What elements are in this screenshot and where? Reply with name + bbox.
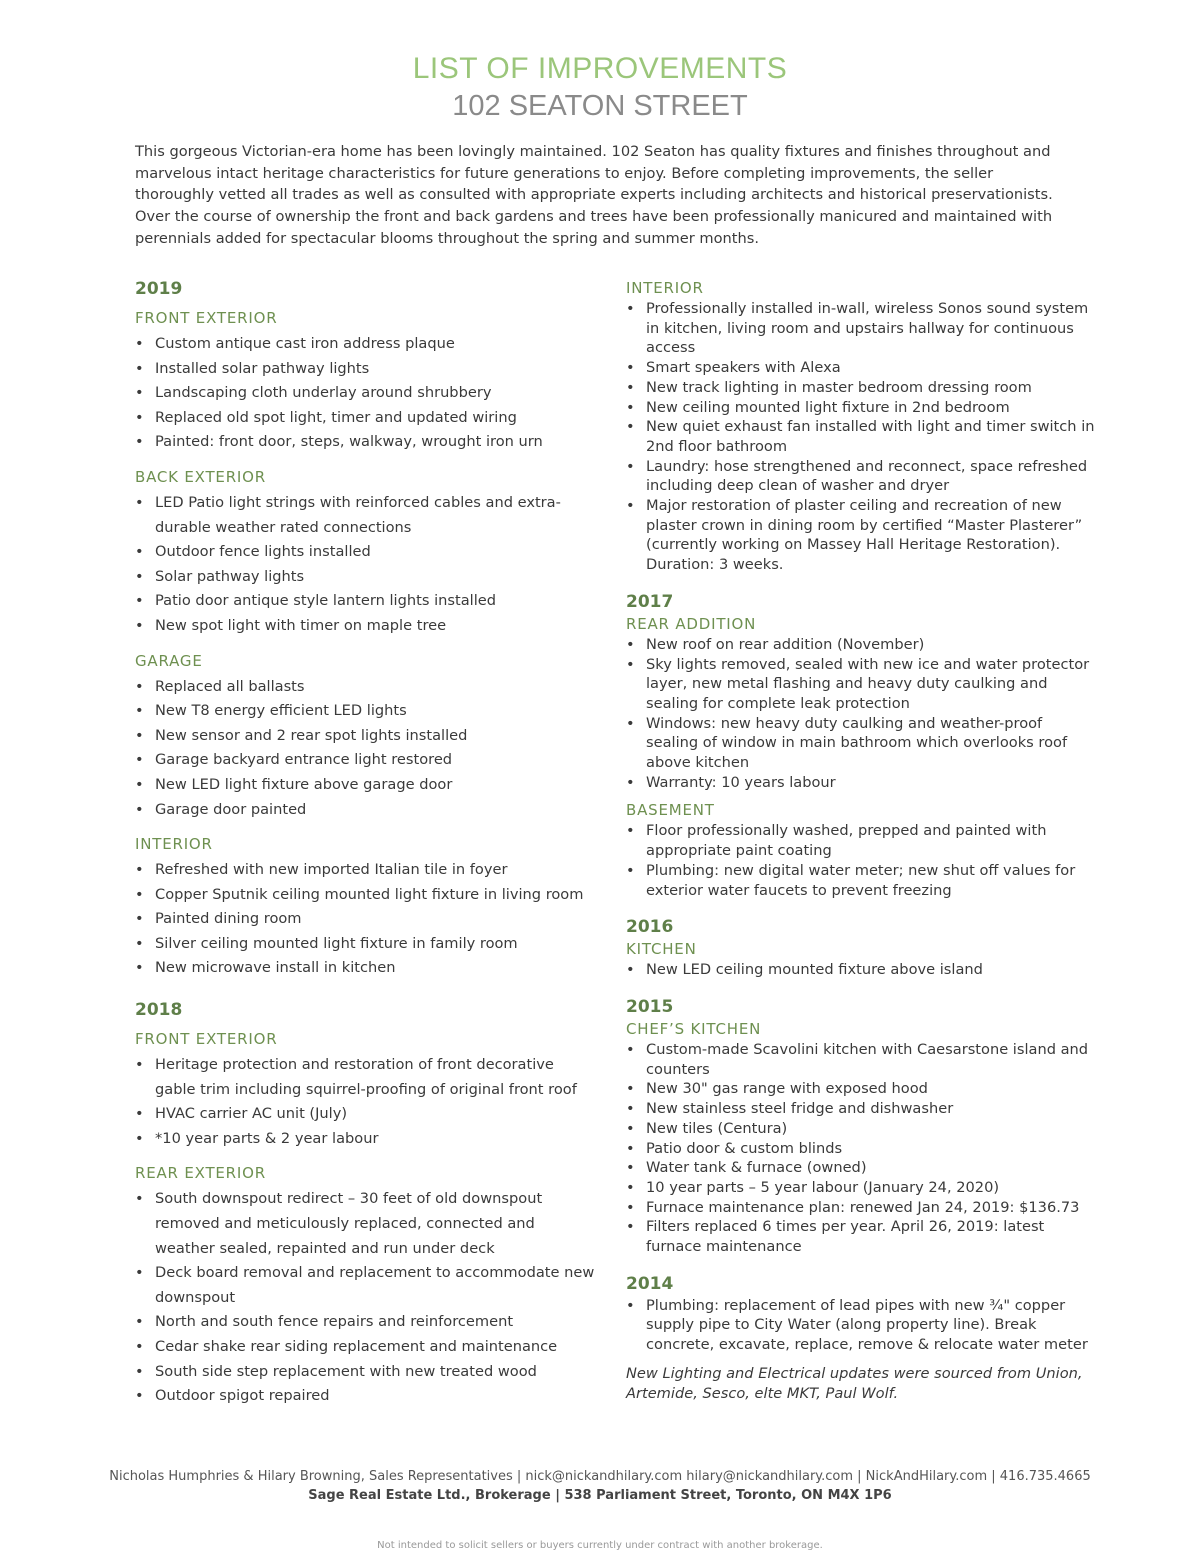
list-item: [135, 883, 595, 908]
bullet-icon: •: [135, 751, 144, 769]
list-item-text: Garage backyard entrance light restored: [155, 751, 453, 769]
list-item-text: Patio door antique style lantern lights installed: [155, 592, 497, 610]
list-item: [626, 1198, 1096, 1218]
bullet-icon: •: [135, 677, 144, 695]
list-item: [626, 1079, 1096, 1099]
list-item: [135, 406, 595, 431]
bullet-icon: •: [135, 543, 144, 561]
list-item-text: Laundry: hose strengthened and reconnect, space refreshed including deep clean of washer and dryer: [646, 457, 1088, 495]
list-item-text: Painted dining room: [155, 910, 302, 928]
list-item-text: New track lighting in master bedroom dressing room: [646, 378, 1032, 396]
list-item-text: New T8 energy efficient LED lights: [155, 702, 407, 720]
bullet-icon: •: [626, 300, 635, 317]
list-item-text: Professionally installed in-wall, wireless Sonos sound system in kitchen, living room and upstairs hallway for continuous access: [646, 300, 1089, 357]
bullet-icon: •: [135, 567, 144, 585]
list-item-text: Patio door & custom blinds: [646, 1139, 843, 1157]
list-item-text: Silver ceiling mounted light fixture in family room: [155, 934, 518, 952]
bullet-icon: •: [135, 335, 144, 352]
list-item-text: Plumbing: new digital water meter; new shut off values for exterior water faucets to prevent freezing: [646, 861, 1076, 899]
section-heading: CHEF’S KITCHEN: [626, 1019, 762, 1038]
list-item: [135, 614, 595, 639]
list-item: [135, 1187, 595, 1261]
bullet-icon: •: [626, 773, 635, 791]
section-heading: BASEMENT: [626, 801, 715, 820]
list-item-text: HVAC carrier AC unit (July): [155, 1105, 348, 1123]
list-item: [135, 699, 595, 724]
bullet-icon: •: [626, 1296, 635, 1314]
list-item: [135, 724, 595, 749]
bullet-icon: •: [135, 1105, 144, 1123]
list-item: [626, 1119, 1096, 1139]
list-item: [626, 655, 1096, 714]
bullet-icon: •: [135, 1313, 144, 1331]
item-list: [626, 960, 1096, 980]
list-item: [135, 907, 595, 932]
list-item-text: New sensor and 2 rear spot lights installed: [155, 726, 468, 744]
bullet-icon: •: [135, 775, 144, 793]
bullet-icon: •: [135, 702, 144, 720]
list-item-text: North and south fence repairs and reinforcement: [155, 1313, 514, 1331]
bullet-icon: •: [626, 822, 635, 840]
list-item-text: Smart speakers with Alexa: [646, 359, 841, 377]
list-item: [135, 430, 595, 455]
list-item-text: Sky lights removed, sealed with new ice and water protector layer, new metal flashing and heavy duty caulking and sealing for complete leak protection: [646, 655, 1090, 712]
list-item: [626, 861, 1096, 900]
list-item-text: Outdoor spigot repaired: [155, 1387, 330, 1405]
list-item: [626, 496, 1096, 575]
bullet-icon: •: [626, 378, 635, 396]
list-item: [626, 635, 1096, 655]
list-item: [626, 1158, 1096, 1178]
bullet-icon: •: [135, 800, 144, 818]
list-item-text: Custom-made Scavolini kitchen with Caesarstone island and counters: [646, 1040, 1089, 1078]
bullet-icon: •: [626, 1139, 635, 1157]
list-item-text: Copper Sputnik ceiling mounted light fixture in living room: [155, 885, 584, 903]
list-item: [135, 540, 595, 565]
section-heading: GARAGE: [135, 651, 203, 670]
list-item-text: New roof on rear addition (November): [646, 635, 925, 653]
year-heading: 2016: [626, 917, 674, 938]
left-column: [135, 278, 595, 1409]
bullet-icon: •: [626, 861, 635, 879]
list-item: [626, 398, 1096, 418]
list-item-text: Replaced old spot light, timer and updated wiring: [155, 408, 517, 426]
list-item-text: Floor professionally washed, prepped and painted with appropriate paint coating: [646, 822, 1047, 860]
bullet-icon: •: [626, 398, 635, 416]
list-item-text: Installed solar pathway lights: [155, 359, 370, 377]
list-item: [135, 1384, 595, 1409]
bullet-icon: •: [135, 1338, 144, 1355]
list-item: [135, 565, 595, 590]
list-item: [135, 675, 595, 700]
list-item-text: South downspout redirect – 30 feet of old downspout removed and meticulously replaced, connected and weather sealed, repainted and run under deck: [155, 1190, 543, 1257]
list-item: [135, 1102, 595, 1127]
list-item-text: Cedar shake rear siding replacement and maintenance: [155, 1338, 558, 1355]
bullet-icon: •: [626, 1159, 635, 1177]
list-item-text: LED Patio light strings with reinforced cables and extra-durable weather rated connections: [155, 493, 561, 536]
bullet-icon: •: [135, 1264, 144, 1282]
right-column: [626, 278, 1096, 1404]
list-item-text: Custom antique cast iron address plaque: [155, 335, 455, 352]
footer-contacts: Nicholas Humphries & Hilary Browning, Sales Representatives | nick@nickandhilary.com hilary@nickandhilary.com | NickAndHilary.com | 416.735.4665: [109, 1469, 1091, 1484]
list-item-text: New tiles (Centura): [646, 1119, 788, 1137]
list-item: [626, 457, 1096, 496]
bullet-icon: •: [626, 1040, 635, 1058]
list-item: [626, 960, 1096, 980]
list-item-text: Outdoor fence lights installed: [155, 543, 371, 561]
bullet-icon: •: [135, 592, 144, 610]
bullet-icon: •: [135, 910, 144, 928]
list-item-text: Replaced all ballasts: [155, 677, 305, 695]
list-item-text: New stainless steel fridge and dishwasher: [646, 1100, 954, 1118]
list-item: [135, 589, 595, 614]
bullet-icon: •: [135, 433, 144, 451]
list-item-text: Major restoration of plaster ceiling and recreation of new plaster crown in dining room by certified “Master Plasterer” (currently working on Massey Hall Heritage Restoration). Duration: 3 weeks.: [646, 497, 1083, 574]
list-item: [135, 381, 595, 406]
bullet-icon: •: [626, 418, 635, 436]
bullet-icon: •: [135, 1362, 144, 1380]
list-item: [135, 1261, 595, 1310]
bullet-icon: •: [135, 1129, 144, 1147]
bullet-icon: •: [626, 961, 635, 979]
list-item: [135, 773, 595, 798]
page-title: LIST OF IMPROVEMENTS: [412, 52, 788, 85]
list-item: [135, 1053, 595, 1102]
bullet-icon: •: [626, 1100, 635, 1118]
list-item: [626, 1040, 1096, 1079]
list-item-text: Heritage protection and restoration of front decorative gable trim including squirrel-proofing of original front roof: [155, 1056, 577, 1098]
bullet-icon: •: [626, 497, 635, 515]
list-item-text: South side step replacement with new treated wood: [155, 1362, 537, 1380]
year-heading: 2017: [626, 591, 674, 612]
list-item-text: Water tank & furnace (owned): [646, 1159, 867, 1177]
list-item: [135, 491, 595, 540]
year-heading: 2014: [626, 1273, 674, 1294]
list-item: [626, 1217, 1096, 1256]
bullet-icon: •: [626, 635, 635, 653]
list-item-text: New microwave install in kitchen: [155, 959, 396, 977]
list-item-text: Refreshed with new imported Italian tile in foyer: [155, 861, 508, 879]
list-item: [135, 357, 595, 382]
list-item: [626, 1099, 1096, 1119]
bullet-icon: •: [626, 1218, 635, 1236]
list-item-text: New quiet exhaust fan installed with light and timer switch in 2nd floor bathroom: [646, 418, 1095, 455]
bullet-icon: •: [135, 885, 144, 903]
item-list: [135, 675, 595, 823]
year-heading: 2015: [626, 996, 674, 1017]
list-item: [626, 1178, 1096, 1198]
list-item: [135, 1360, 595, 1385]
list-item-text: Plumbing: replacement of lead pipes with new ¾" copper supply pipe to City Water (along property line). Break concrete, excavate, replace, remove & relocate water meter: [646, 1296, 1088, 1354]
bullet-icon: •: [626, 655, 635, 673]
section-heading: REAR ADDITION: [626, 614, 757, 633]
list-item-text: Furnace maintenance plan: renewed Jan 24, 2019: $136.73: [646, 1198, 1080, 1216]
section-heading: REAR EXTERIOR: [135, 1164, 266, 1183]
list-item-text: Garage door painted: [155, 800, 307, 818]
bullet-icon: •: [626, 457, 635, 475]
list-item: [135, 858, 595, 883]
item-list: [626, 635, 1096, 793]
bullet-icon: •: [135, 726, 144, 744]
bullet-icon: •: [135, 1387, 144, 1405]
list-item-text: Landscaping cloth underlay around shrubbery: [155, 384, 492, 402]
item-list: [626, 1040, 1096, 1257]
list-item-text: New LED light fixture above garage door: [155, 775, 453, 793]
list-item: [626, 821, 1096, 860]
list-item-text: Painted: front door, steps, walkway, wrought iron urn: [155, 433, 543, 451]
bullet-icon: •: [626, 1119, 635, 1137]
section-heading: INTERIOR: [135, 835, 213, 854]
item-list: [626, 821, 1096, 900]
list-item-text: New LED ceiling mounted fixture above island: [646, 961, 983, 979]
bullet-icon: •: [135, 616, 144, 634]
list-item-text: Deck board removal and replacement to accommodate new downspout: [155, 1264, 595, 1306]
year-heading: 2018: [135, 1000, 183, 1021]
bullet-icon: •: [135, 934, 144, 952]
bullet-icon: •: [135, 359, 144, 377]
list-item: [626, 358, 1096, 378]
intro-paragraph: This gorgeous Victorian-era home has been lovingly maintained. 102 Seaton has quality fixtures and finishes throughout and marvelous intact heritage characteristics for future generations to enjoy. Before completing improvements, the seller thoroughly vetted all trades as well as consulted with appropriate experts including architects and historical preservationists. Over the course of ownership the front and back gardens and trees have been professionally manicured and maintained with perennials added for spectacular blooms throughout the spring and summer months.: [135, 143, 1053, 247]
item-list: [626, 1296, 1096, 1355]
bullet-icon: •: [135, 959, 144, 977]
list-item: [626, 1139, 1096, 1159]
list-item: [135, 748, 595, 773]
bullet-icon: •: [626, 359, 635, 377]
section-heading: BACK EXTERIOR: [135, 467, 266, 486]
section-heading: KITCHEN: [626, 940, 697, 959]
footer-brokerage: Sage Real Estate Ltd., Brokerage | 538 Parliament Street, Toronto, ON M4X 1P6: [308, 1488, 892, 1503]
list-item: [626, 714, 1096, 773]
bullet-icon: •: [626, 1198, 635, 1216]
list-item-text: New 30" gas range with exposed hood: [646, 1080, 928, 1098]
list-item: [626, 1296, 1096, 1355]
bullet-icon: •: [135, 1056, 144, 1074]
list-item-text: Solar pathway lights: [155, 567, 305, 585]
item-list: [135, 332, 595, 455]
list-item: [135, 1335, 595, 1360]
bullet-icon: •: [135, 384, 144, 402]
list-item: [135, 798, 595, 823]
section-heading: INTERIOR: [626, 279, 704, 297]
list-item: [135, 932, 595, 957]
list-item-text: Windows: new heavy duty caulking and weather-proof sealing of window in main bathroom which overlooks roof above kitchen: [646, 714, 1068, 772]
bullet-icon: •: [626, 1080, 635, 1098]
sourcing-note: New Lighting and Electrical updates were sourced from Union, Artemide, Sesco, elte MKT, Paul Wolf.: [626, 1364, 1083, 1402]
bullet-icon: •: [626, 714, 635, 732]
bullet-icon: •: [135, 493, 144, 511]
footer-disclaimer: Not intended to solicit sellers or buyers currently under contract with another brokerage.: [377, 1540, 823, 1551]
list-item-text: 10 year parts – 5 year labour (January 24, 2020): [646, 1178, 1000, 1196]
item-list: [135, 1187, 595, 1408]
section-heading: FRONT EXTERIOR: [135, 1030, 278, 1049]
property-address: 102 SEATON STREET: [452, 90, 748, 122]
list-item: [626, 299, 1096, 358]
item-list: [626, 299, 1096, 575]
bullet-icon: •: [135, 408, 144, 426]
bullet-icon: •: [135, 1190, 144, 1208]
list-item-text: New spot light with timer on maple tree: [155, 616, 447, 634]
item-list: [135, 491, 595, 639]
bullet-icon: •: [135, 861, 144, 879]
list-item-text: Warranty: 10 years labour: [646, 773, 836, 791]
list-item: [135, 1310, 595, 1335]
list-item: [135, 332, 595, 357]
list-item-text: New ceiling mounted light fixture in 2nd bedroom: [646, 398, 1010, 416]
item-list: [135, 858, 595, 981]
list-item-text: Filters replaced 6 times per year. April 26, 2019: latest furnace maintenance: [646, 1218, 1045, 1256]
list-item: [626, 378, 1096, 398]
list-item-text: *10 year parts & 2 year labour: [155, 1129, 379, 1147]
list-item: [626, 417, 1096, 456]
list-item: [626, 773, 1096, 793]
list-item: [135, 956, 595, 981]
bullet-icon: •: [626, 1178, 635, 1196]
section-heading: FRONT EXTERIOR: [135, 309, 278, 327]
item-list: [135, 1053, 595, 1151]
list-item: [135, 1127, 595, 1152]
year-heading: 2019: [135, 279, 183, 299]
